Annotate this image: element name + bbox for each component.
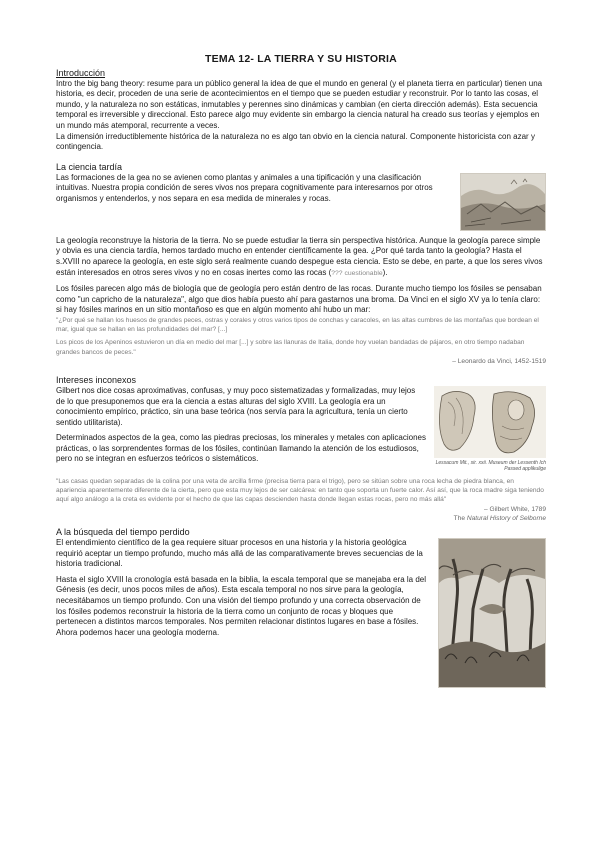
intereses-paragraph-1: Gilbert nos dice cosas aproximativas, confusas, y muy poco sistematizadas y formalizadas, muy lejos de lo que presuponemos que era la ciencia a estas alturas del siglo XVIII. La geología era un conocimiento empírico, práctico, sin una base teórica (nos servía para la agricultura, tenía un cierto sentido utilitarista). bbox=[56, 385, 416, 427]
questionable-note: ??? cuestionable bbox=[331, 269, 383, 277]
section-tiempo-perdido bbox=[56, 538, 546, 688]
fossil-illustration-image bbox=[434, 386, 546, 458]
intro-paragraph-1: Intro the big bang theory: resume para un público general la idea de que el mundo en general (y el planeta tierra en particular) tienen una historia, es decir, proceden de una serie de acontecimientos en el tiempo que se pueden estudiar y reconstruir. Por lo tanto las cosas, el mundo, y la naturaleza no son estáticas, inmutables y perennes sino dinámicas y cambian (en cierta dirección además). Esta secuencia temporal es irreversible y direccional. Esto parece algo muy evidente sin embargo la ciencia natural ha creado sus teorías y ejemplos en un mundo más atemporal, recurrente a veces. bbox=[56, 78, 543, 130]
intereses-paragraph-2: Determinados aspectos de la gea, como las piedras preciosas, los minerales y metales con aplicaciones prácticas, o las sorprendentes formas de los fósiles, continúan llamando la atención de los estudiosos, pero no se integran en esfuerzos teóricos o sistemáticos. bbox=[56, 433, 426, 464]
davinci-attribution: – Leonardo da Vinci, 1452-1519 bbox=[452, 357, 546, 365]
gilbert-attribution-2 bbox=[56, 514, 546, 523]
tiempo-perdido-paragraph-1: El entendimiento científico de la gea requiere situar procesos en una historia y la historia geológica requirió aceptar un tiempo profundo, mucho más allá de las comparativamente breves secuencias de la historia tradicional. bbox=[56, 537, 423, 569]
section-intereses-top bbox=[56, 386, 546, 472]
gilbert-attribution-2-prefix: The bbox=[453, 514, 467, 522]
page-title: TEMA 12- LA TIERRA Y SU HISTORIA bbox=[205, 53, 397, 65]
ciencia-tardia-paragraph-2 bbox=[56, 236, 546, 279]
section-ciencia-tardia-heading: La ciencia tardía bbox=[56, 161, 123, 172]
tiempo-perdido-paragraph-2: Hasta el siglo XVIII la cronología está basada en la biblia, la escala temporal que se manejaba era la del Génesis (es decir, unos pocos miles de años). Esta escala temporal no nos sirve para la geología, necesitábamos un tiempo profundo. Con una visión del tiempo profundo y una correcta observación de los fósiles podemos reconstruir la historia de la tierra como un conjunto de rocas y bloques que pertenecen a distintos marcos temporales. Nos permiten relacionar distintos lugares en base a fósiles. Ahora podemos hacer una geología moderna. bbox=[56, 574, 427, 637]
ciencia-tardia-paragraph-2-text: La geología reconstruye la historia de la tierra. No se puede estudiar la tierra sin perspectiva histórica. Aunque la geología parece simple y obvia es una ciencia tardía, hemos tardado mucho en entender científicamente la gea. ¿Por qué tarda tanto la geología? Hasta el s.XVIII no aparece la geología, en este siglo será realmente cuando despegue esta ciencia. Esto se debe, en parte, a que los seres vivos están interesados en otros seres vivos y no en cosas inertes como las rocas ( bbox=[56, 235, 543, 277]
section-tiempo-perdido-heading: A la búsqueda del tiempo perdido bbox=[56, 526, 190, 537]
davinci-quote-2: Los picos de los Apeninos estuvieron un día en medio del mar [...] y sobre las llanuras de Italia, donde hoy vuelan bandadas de pájaros, en otro tiempo nadaban grandes bancos de peces." bbox=[56, 339, 525, 356]
forest-engraving-image bbox=[438, 538, 546, 688]
section-ciencia-tardia-top bbox=[56, 173, 546, 231]
section-intereses-heading: Intereses inconexos bbox=[56, 374, 137, 385]
gilbert-attribution-1: – Gilbert White, 1789 bbox=[484, 505, 546, 513]
fossil-caption: Lessacum Mit., sir. xxii. Museum der Lessenth Ich Passed applikulige bbox=[435, 459, 546, 472]
gilbert-book-title: Natural History of Selborne bbox=[466, 514, 546, 522]
gilbert-quote: "Las casas quedan separadas de la colina por una veta de arcilla firme (precisa tierra para el trigo), pero se sitúan sobre una roca lecha de piedra blanca, en apariencia aparentemente diferente de la cierta, pero que esta muy lejos de ser calcárea: en tanto que soporta un fuerte calor. Así así, que la roca madre siga teniendo aquí algo análogo a la creta es evidente por el hecho de que las capas descienden hasta donde llegan estas rocas, pero no más allá" bbox=[56, 477, 544, 504]
ciencia-tardia-paragraph-2-end: ). bbox=[382, 267, 388, 277]
ciencia-tardia-paragraph-3: Los fósiles parecen algo más de biología que de geología pero están dentro de las rocas. Durante mucho tiempo los fósiles se pensaban como "un capricho de la naturaleza", algo que dios había puesto ahí para gastarnos una broma. Da Vinci en el siglo XV ya lo tenía claro: si hay fósiles marinos en un sitio montañoso es que en algún momento ahí hubo un mar: bbox=[56, 284, 542, 315]
ciencia-tardia-paragraph-1: Las formaciones de la gea no se avienen como plantas y animales a una tipificación y una clasificación intuitivas. Nuestra propia condición de seres vivos nos prepara cognitivamente para interesarnos por otros organismos y entenderlos, y nos separa en esa medida de minerales y rocas. bbox=[56, 172, 433, 203]
davinci-quote-1: "¿Por qué se hallan los huesos de grandes peces, ostras y corales y otros varios tipos de conchas y caracoles, en las altas cumbres de las montañas que bordean el mar, igual que se hallan en las profundidades del mar? [...] bbox=[56, 316, 539, 334]
landscape-engraving-image bbox=[460, 173, 546, 231]
document-page bbox=[56, 54, 546, 688]
intro-heading: Introducción bbox=[56, 67, 106, 78]
intro-paragraph-2: La dimensión irreductiblemente histórica de la naturaleza no es algo tan obvio en la ciencia natural. Componente historicista con azar y contingencia. bbox=[56, 131, 535, 152]
